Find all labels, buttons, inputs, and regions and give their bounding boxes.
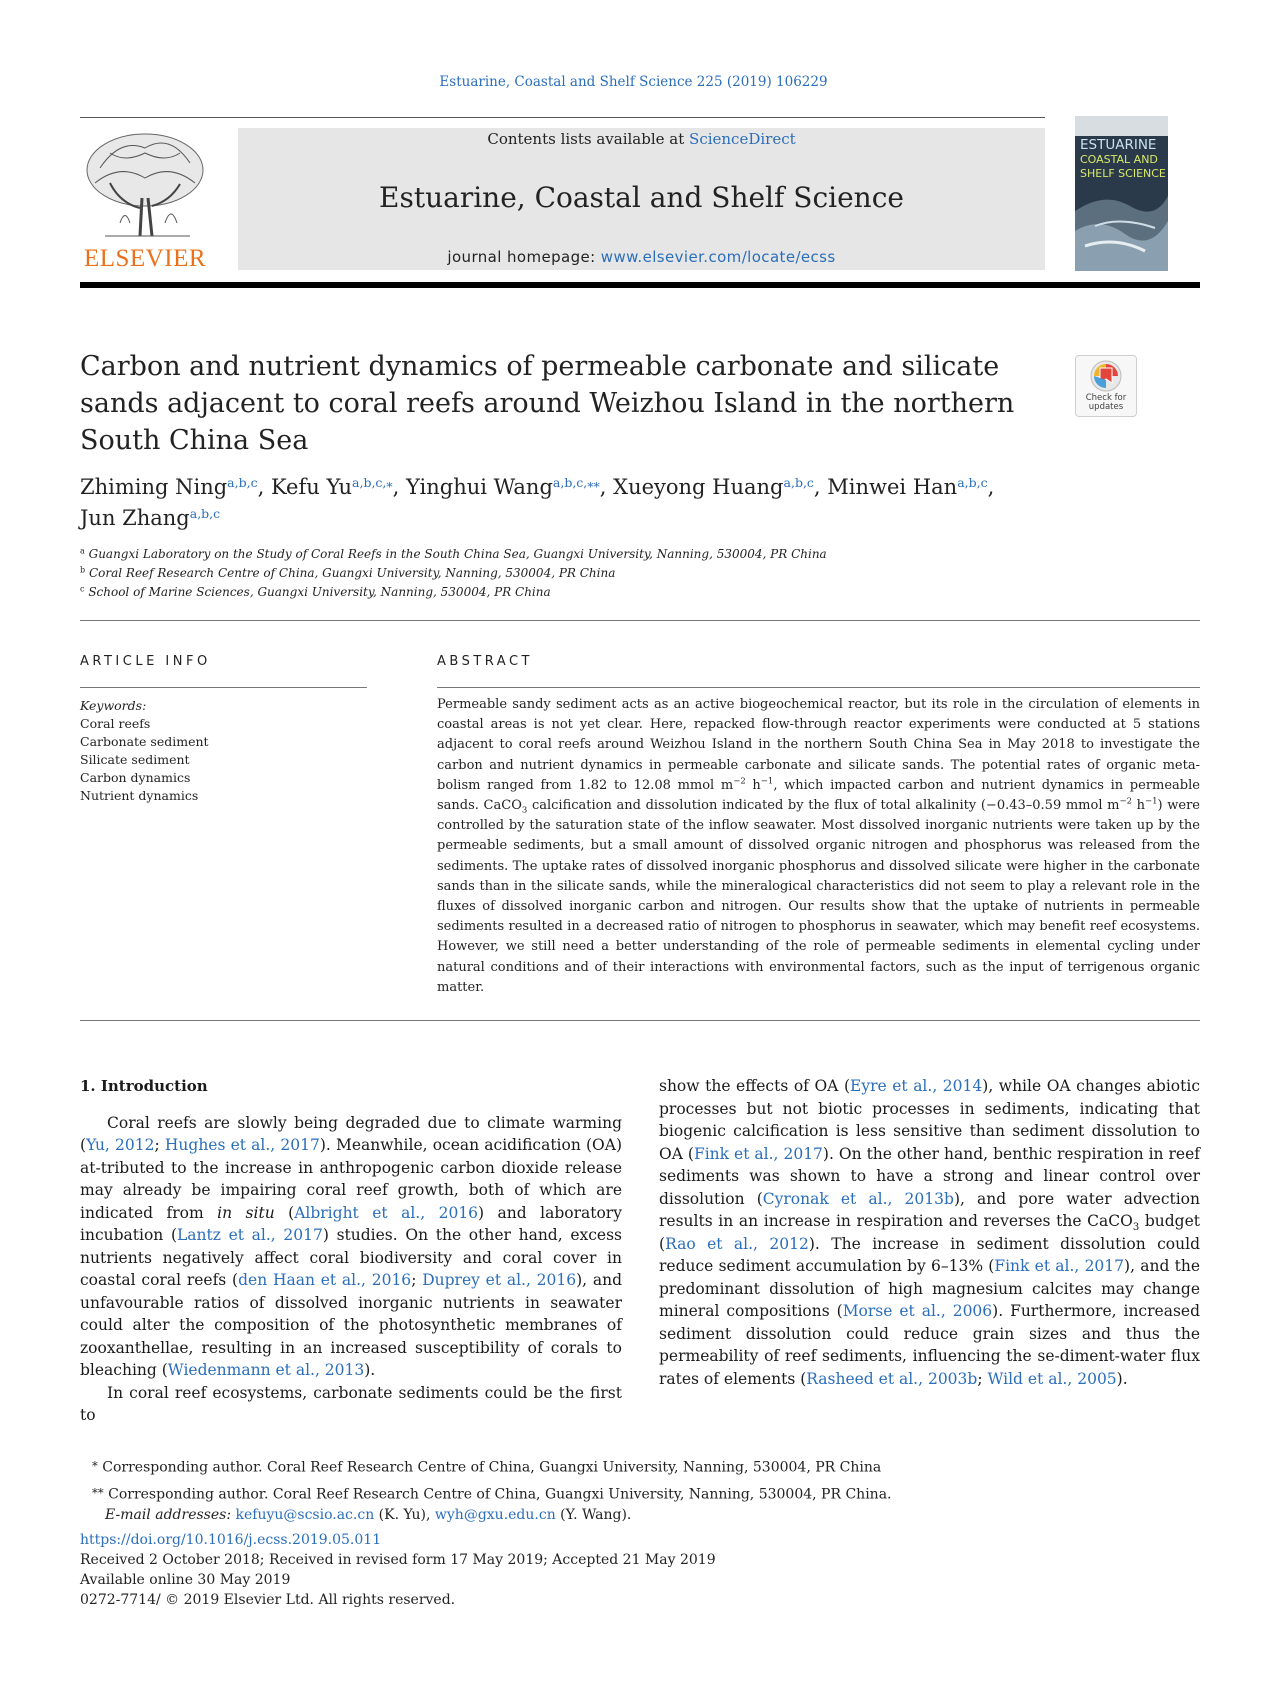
- affiliation-text: Coral Reef Research Centre of China, Guangxi University, Nanning, 530004, PR China: [88, 566, 616, 580]
- elsevier-tree-icon: [80, 128, 210, 240]
- author-affiliation-marks[interactable]: a,b,c,⁎: [352, 475, 393, 491]
- keywords-label: Keywords:: [80, 698, 147, 713]
- cover-title-line1: ESTUARINE: [1080, 137, 1157, 153]
- text-run: ).: [364, 1361, 376, 1379]
- abstract-segment: Permeable sandy sediment acts as an active biogeochemical reactor, but its role in the circulation of elements in coastal areas is not yet clear. Here, repacked flow-through reactor experiments were conducted at 5 stations adjacent to coral reefs around Weizhou Island in the northern South China Sea in May 2018 to investigate the carbon and nutrient dynamics in permeable carbonate and silicate sands. The potential rates of organic meta-bolism ranged from 1.82 to 12.08 mmol m: [437, 697, 1200, 793]
- keyword-item: Coral reefs: [80, 716, 151, 731]
- citation-link[interactable]: Eyre et al., 2014: [850, 1077, 983, 1095]
- contents-prefix: Contents lists available at: [487, 130, 690, 148]
- elsevier-logo[interactable]: [80, 128, 210, 273]
- citation-link[interactable]: den Haan et al., 2016: [238, 1271, 412, 1289]
- journal-title: Estuarine, Coastal and Shelf Science: [379, 181, 904, 214]
- email-label: E-mail addresses:: [105, 1507, 232, 1524]
- citation-link[interactable]: Rao et al., 2012: [665, 1234, 809, 1253]
- text-run: ;: [154, 1136, 165, 1154]
- text-run: ), and the predominant dissolution of high magnesium calcites may change mineral compositions (: [659, 1257, 1200, 1320]
- affiliation-item: [80, 583, 1180, 602]
- header-thick-rule: [80, 282, 1200, 288]
- citation-link[interactable]: Yu, 2012: [86, 1136, 155, 1154]
- citation-link[interactable]: Albright et al., 2016: [294, 1203, 479, 1222]
- subscript: 3: [1132, 1222, 1140, 1234]
- email-owner: (Y. Wang).: [555, 1507, 632, 1524]
- body-paragraph: In coral reef ecosystems, carbonate sediments could be the first to: [80, 1383, 622, 1424]
- abstract-text: [437, 695, 1200, 998]
- text-run: ), and pore water advection results in an increase in respiration and reverses the CaCO: [659, 1189, 1200, 1230]
- author-affiliation-marks[interactable]: a,b,c: [227, 475, 258, 491]
- text-run: ). Meanwhile, ocean acidification (OA) at-tributed to the increase in anthropogenic carbon dioxide release may already be impairing coral reef growth, both of which are indicated from: [80, 1136, 622, 1222]
- homepage-prefix: journal homepage:: [447, 248, 601, 266]
- abstract-superscript: −2: [733, 776, 746, 787]
- keyword-item: Carbonate sediment: [80, 734, 209, 749]
- affiliation-mark: c: [80, 584, 85, 594]
- abstract-superscript: −2: [1119, 796, 1132, 807]
- citation-link[interactable]: Duprey et al., 2016: [422, 1271, 577, 1289]
- author-name[interactable]: Kefu Yu: [270, 475, 353, 499]
- body-right-column: [659, 1075, 1200, 1390]
- crossmark-icon: [1076, 356, 1136, 396]
- text-run: ) and laboratory incubation (: [80, 1203, 622, 1244]
- text-run: ;: [411, 1271, 423, 1289]
- divider: [80, 620, 1200, 621]
- body-paragraph: [80, 1112, 622, 1382]
- cover-title-line3: SHELF SCIENCE: [1080, 167, 1166, 180]
- author-name[interactable]: Minwei Han: [827, 475, 958, 499]
- footnote-text: Corresponding author. Coral Reef Research Centre of China, Guangxi University, Nanning, 530004, PR China.: [103, 1486, 892, 1503]
- affiliation-text: Guangxi Laboratory on the Study of Coral Reefs in the South China Sea, Guangxi University, Nanning, 530004, PR China: [88, 547, 827, 561]
- affiliation-text: School of Marine Sciences, Guangxi University, Nanning, 530004, PR China: [88, 585, 551, 599]
- abstract-segment: h: [745, 777, 761, 793]
- body-left-column: [80, 1075, 622, 1427]
- text-run: ). On the other hand, benthic respiration in reef sediments was shown to have a strong and linear control over dissolution (: [659, 1144, 1201, 1208]
- footnote-text: Corresponding author. Coral Reef Research Centre of China, Guangxi University, Nanning, 530004, PR China: [97, 1459, 882, 1476]
- text-run: budget (: [659, 1212, 1201, 1253]
- abstract-heading: ABSTRACT: [437, 654, 533, 669]
- citation-link[interactable]: Hughes et al., 2017: [164, 1136, 320, 1154]
- citation-link[interactable]: Wiedenmann et al., 2013: [167, 1361, 365, 1379]
- publication-info: [80, 1530, 1200, 1610]
- footnote-mark: ⁎⁎: [92, 1481, 104, 1496]
- author-affiliation-marks[interactable]: a,b,c: [783, 475, 814, 491]
- citation-link[interactable]: Cyronak et al., 2013b: [762, 1189, 954, 1208]
- citation-link[interactable]: Fink et al., 2017: [994, 1257, 1125, 1275]
- author-affiliation-marks[interactable]: a,b,c: [957, 475, 988, 491]
- affiliation-item: [80, 564, 1180, 583]
- header-rule: [80, 117, 1045, 118]
- footnote-mark: ⁎: [92, 1455, 98, 1469]
- abstract-superscript: −1: [760, 776, 774, 787]
- divider: [80, 1020, 1200, 1021]
- body-paragraph: [659, 1075, 1200, 1390]
- abstract-superscript: −1: [1145, 796, 1158, 807]
- homepage-link[interactable]: www.elsevier.com/locate/ecss: [600, 248, 836, 266]
- divider: [80, 687, 367, 688]
- cover-title-line2: COASTAL AND: [1080, 153, 1158, 166]
- copyright-line: 0272-7714/ © 2019 Elsevier Ltd. All rights reserved.: [80, 1592, 456, 1608]
- footnote-corresponding-1: [80, 1452, 1200, 1479]
- homepage-line: [238, 248, 1045, 266]
- contents-line: [238, 130, 1045, 148]
- received-dates: Received 2 October 2018; Received in revised form 17 May 2019; Accepted 21 May 2019: [80, 1552, 716, 1568]
- citation-link[interactable]: Wild et al., 2005: [987, 1369, 1117, 1388]
- text-run: ). The increase in sediment dissolution could reduce sediment accumulation by 6–13% (: [659, 1234, 1200, 1275]
- text-run: ) studies. On the other hand, excess nutrients negatively affect coral biodiversity and coral cover in coastal coral reefs (: [80, 1226, 623, 1289]
- email-owner: (K. Yu),: [374, 1507, 435, 1524]
- affiliation-item: [80, 545, 1180, 564]
- text-run: ;: [977, 1369, 988, 1388]
- article-info-heading: ARTICLE INFO: [80, 654, 211, 669]
- footnotes: [80, 1452, 1200, 1526]
- affiliation-mark: b: [80, 565, 86, 575]
- author-list: Zhiming Ning$^{a,b,c}$, Kefu $Yu^{a,b,c,⁎}$, Yinghui Wang$^{a,b,c,⁎⁎}$, Xueyong Huang$^{a,b,c}$, Minwei Han$^{a,b,c}$, Jun Zhang$^{a,b,c}$: [80, 475, 995, 530]
- sciencedirect-link[interactable]: ScienceDirect: [689, 130, 796, 148]
- abstract-segment: h: [1132, 798, 1146, 814]
- available-online-date: Available online 30 May 2019: [80, 1572, 291, 1588]
- author-name[interactable]: Zhiming Ning: [80, 475, 228, 499]
- text-run: ), and unfavourable ratios of dissolved inorganic nutrients in seawater could alter the composition of the photosynthetic membranes of zooxanthellae, resulting in an increased susceptibility of corals to bleaching (: [80, 1271, 623, 1379]
- email-link[interactable]: wyh@gxu.edu.cn: [434, 1507, 556, 1524]
- text-run: ), while OA changes abiotic processes but not biotic processes in sediments, indicating that biogenic calcification is less sensitive than sediment dissolution to OA (: [659, 1077, 1200, 1163]
- text-run: (: [274, 1203, 295, 1222]
- citation-link[interactable]: Morse et al., 2006: [842, 1302, 993, 1320]
- citation-link[interactable]: Rasheed et al., 2003b: [806, 1369, 978, 1388]
- text-run: ).: [1116, 1369, 1128, 1388]
- citation-link[interactable]: Lantz et al., 2017: [177, 1226, 323, 1244]
- cover-coast-photo: [1075, 116, 1168, 271]
- check-for-updates-button[interactable]: [1075, 355, 1137, 417]
- article-title: Carbon and nutrient dynamics of permeable carbonate and silicate sands adjacent to coral reefs around Weizhou Island in the northern South China Sea: [80, 351, 1015, 456]
- divider: [437, 687, 1200, 688]
- abstract-segment: , which impacted carbon and nutrient dynamics in permeable sands. CaCO: [437, 777, 1200, 814]
- affiliation-mark: a: [80, 546, 85, 556]
- crossmark-label: Check for updates: [1085, 393, 1127, 412]
- author-affiliation-marks[interactable]: a,b,c: [189, 506, 221, 522]
- author-affiliation-marks[interactable]: a,b,c,⁎⁎: [552, 475, 600, 491]
- email-link[interactable]: kefuyu@scsio.ac.cn: [235, 1507, 375, 1524]
- text-run: show the effects of OA (: [659, 1077, 850, 1095]
- keyword-item: Nutrient dynamics: [80, 788, 199, 803]
- keyword-item: Silicate sediment: [80, 752, 190, 767]
- footnote-emails: [80, 1505, 1200, 1526]
- author-name[interactable]: Xueyong Huang: [613, 475, 784, 499]
- footnote-corresponding-2: [80, 1479, 1200, 1506]
- keywords-block: [80, 697, 367, 805]
- section-heading: 1. Introduction: [80, 1077, 208, 1095]
- text-run: Coral reefs are slowly being degraded due to climate warming (: [80, 1113, 622, 1154]
- text-run: ). Furthermore, increased sediment dissolution could reduce grain sizes and thus the permeability of reef sediments, influencing the se-diment-water flux rates of elements (: [659, 1302, 1200, 1388]
- abstract-segment: ) were controlled by the saturation state of the inflow seawater. Most dissolved inorganic nutrients were taken up by the permeable sediments, but a small amount of dissolved organic nitrogen and phosphorus was released from the sediments. The uptake rates of dissolved inorganic phosphorus and dissolved silicate were higher in the carbonate sands than in the silicate sands, while the mineralogical characteristics did not seem to play a relevant role in the fluxes of dissolved inorganic carbon and nitrogen. Our results show that the uptake of nutrients in permeable sediments resulted in a decreased ratio of nitrogen to phosphorus in seawater, which may benefit reef ecosystems. However, we still need a better understanding of the role of permeable sediments in elemental cycling under natural conditions and of their interactions with environmental factors, such as the input of terrigenous organic matter.: [437, 798, 1200, 995]
- italic-term: in situ: [217, 1203, 275, 1222]
- journal-reference-link[interactable]: Estuarine, Coastal and Shelf Science 225 (2019) 106229: [439, 74, 828, 90]
- elsevier-wordmark: ELSEVIER: [83, 245, 207, 272]
- abstract-segment: calcification and dissolution indicated by the flux of total alkalinity (−0.43–0.59 mmol m: [527, 798, 1120, 814]
- author-name[interactable]: Jun Zhang: [80, 506, 190, 530]
- affiliation-list: [80, 545, 1180, 602]
- journal-cover-image[interactable]: [1075, 116, 1168, 271]
- citation-link[interactable]: Fink et al., 2017: [693, 1144, 823, 1163]
- keyword-item: Carbon dynamics: [80, 770, 191, 785]
- doi-link[interactable]: https://doi.org/10.1016/j.ecss.2019.05.011: [80, 1532, 382, 1548]
- abstract-subscript: 3: [521, 805, 528, 816]
- author-name[interactable]: Yinghui Wang: [406, 475, 553, 499]
